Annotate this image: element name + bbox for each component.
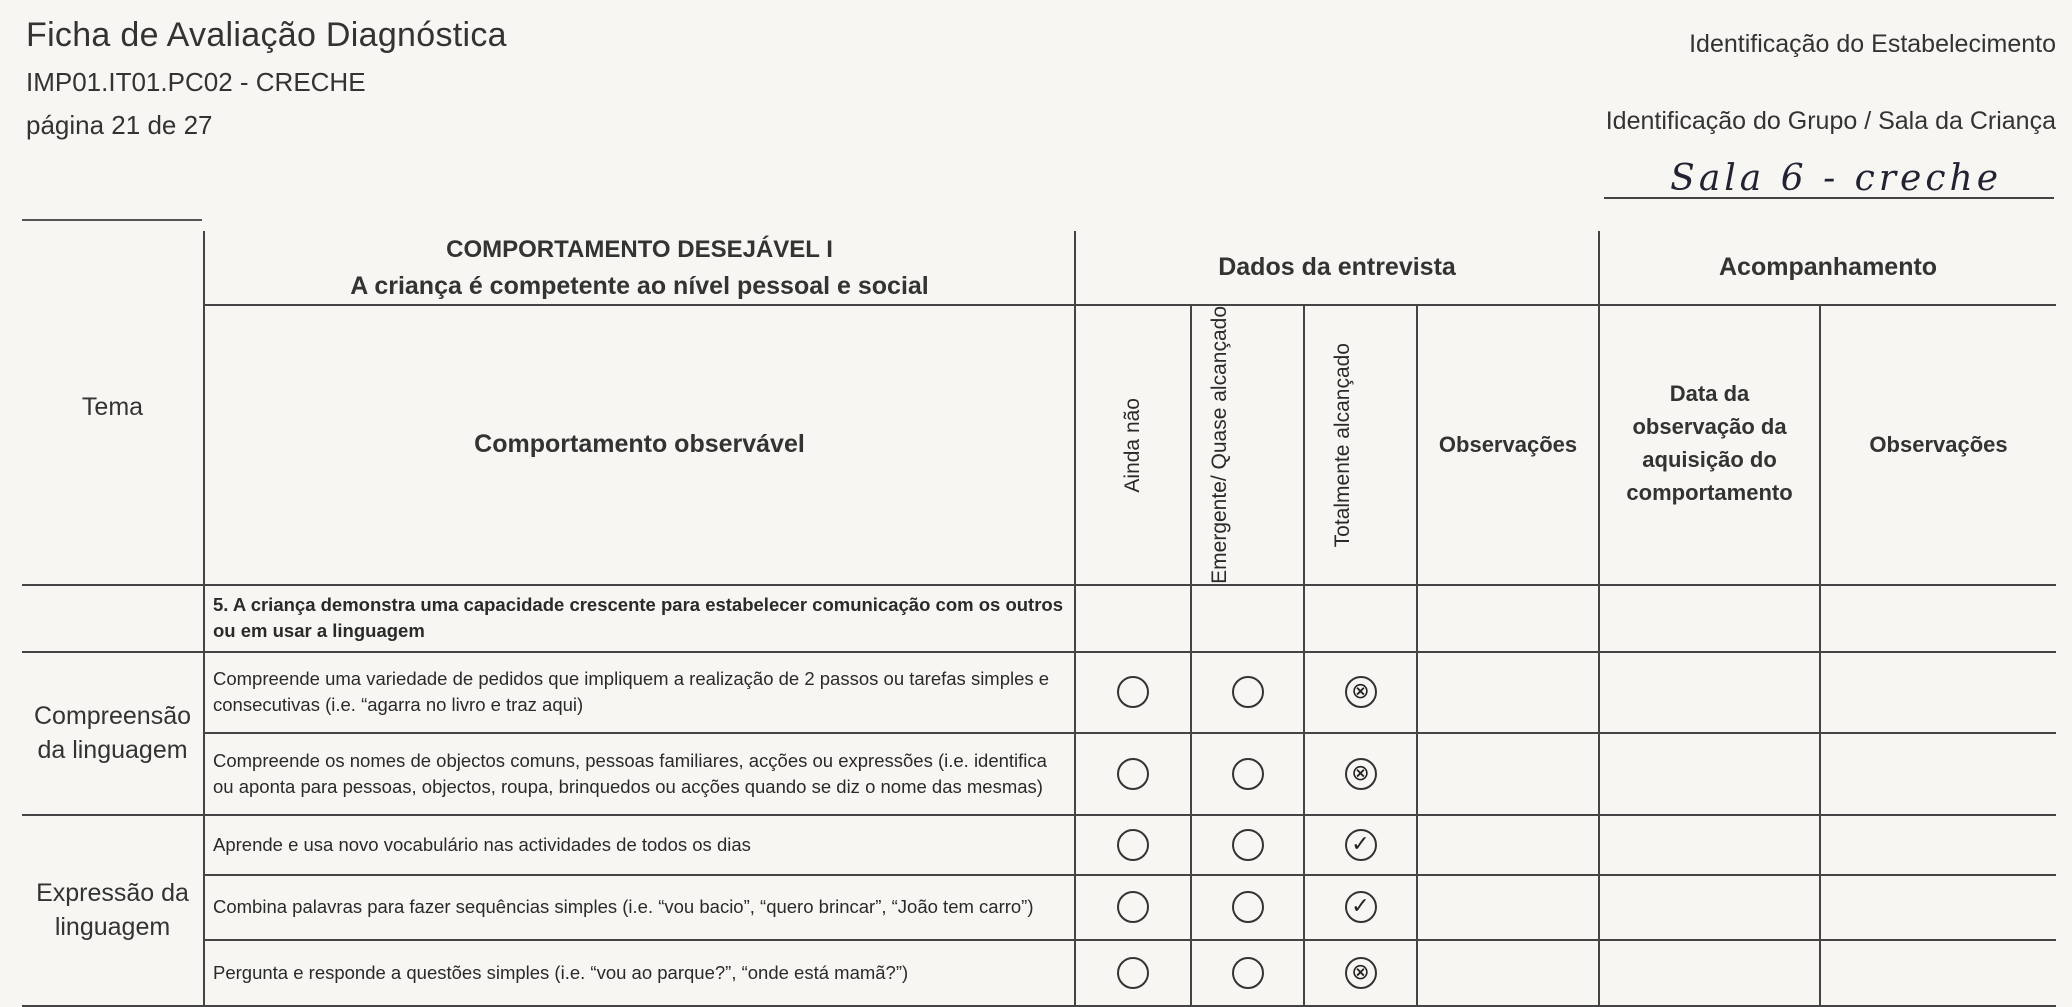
observacoes-cell[interactable] [1417,815,1599,875]
radio-ainda-nao[interactable] [1117,676,1149,708]
radio-totalmente[interactable] [1345,758,1377,790]
observable-behaviour-header: Comportamento observável [474,430,805,459]
tema-header: Tema [81,393,144,422]
data-cell[interactable] [1599,875,1820,940]
item-text: Pergunta e responde a questões simples (i.e. “vou ao parque?”, “onde está mamã?”) [213,961,909,983]
radio-emergente[interactable] [1232,957,1264,989]
observacoes-acomp-cell[interactable] [1820,875,2056,940]
establishment-label: Identificação do Estabelecimento [1689,30,2056,58]
col-emergente: Emergente/ Quase alcançado [1207,306,1231,584]
data-cell[interactable] [1599,652,1820,733]
tema-expressao: Expressão da linguagem [36,879,189,942]
radio-emergente[interactable] [1232,758,1264,790]
document-title: Ficha de Avaliação Diagnóstica [26,16,507,54]
radio-totalmente[interactable] [1345,829,1377,861]
document-code: IMP01.IT01.PC02 - CRECHE [26,67,366,97]
radio-totalmente[interactable] [1345,957,1377,989]
observacoes-cell[interactable] [1417,733,1599,815]
page-number: página 21 de 27 [26,110,213,140]
radio-totalmente[interactable] [1345,676,1377,708]
col-observacoes: Observações [1438,431,1578,457]
identification-block [1606,30,2056,136]
item-text: Compreende uma variedade de pedidos que impliquem a realização de 2 passos ou tarefas simples e consecutivas (i.e. “agarra no livro e traz aqui) [213,668,1050,716]
radio-ainda-nao[interactable] [1117,829,1149,861]
group-label: Identificação do Grupo / Sala da Criança [1605,107,2056,135]
goal-text: 5. A criança demonstra uma capacidade crescente para estabelecer comunicação com os outros ou em usar a linguagem [213,594,1063,642]
desired-behaviour-subtitle: A criança é competente ao nível pessoal e social [350,271,929,300]
observacoes-acomp-cell[interactable] [1820,815,2056,875]
radio-ainda-nao[interactable] [1117,891,1149,923]
item-text: Combina palavras para fazer sequências simples (i.e. “vou bacio”, “quero brincar”, “João tem carro”) [213,896,1034,918]
group-value[interactable]: Sala 6 - creche [1670,158,2002,199]
radio-totalmente[interactable] [1345,891,1377,923]
radio-emergente[interactable] [1232,829,1264,861]
check-mark-icon: ⊗ [1351,760,1370,786]
observacoes-cell[interactable] [1417,875,1599,940]
col-totalmente: Totalmente alcançado [1330,342,1354,548]
check-mark-icon: ✓ [1351,831,1370,857]
divider [22,219,202,221]
check-mark-icon: ⊗ [1351,959,1370,985]
radio-emergente[interactable] [1232,676,1264,708]
radio-ainda-nao[interactable] [1117,957,1149,989]
data-cell[interactable] [1599,940,1820,1006]
observacoes-cell[interactable] [1417,652,1599,733]
col-ainda-nao: Ainda não [1121,397,1144,493]
radio-emergente[interactable] [1232,891,1264,923]
followup-header: Acompanhamento [1718,253,1938,281]
observacoes-acomp-cell[interactable] [1820,652,2056,733]
col-observacoes-acompanhamento: Observações [1869,431,2008,457]
document-header [26,16,507,141]
group-value-underline [1604,197,2054,199]
data-cell[interactable] [1599,815,1820,875]
radio-ainda-nao[interactable] [1117,758,1149,790]
check-mark-icon: ✓ [1351,894,1370,920]
observacoes-cell[interactable] [1417,940,1599,1006]
col-data-observacao: Data da observação da aquisição do comportamento [1626,380,1793,505]
tema-compreensao: Compreensão da linguagem [33,702,192,765]
observacoes-acomp-cell[interactable] [1820,940,2056,1006]
interview-data-header: Dados da entrevista [1218,253,1456,281]
data-cell[interactable] [1599,733,1820,815]
item-text: Compreende os nomes de objectos comuns, pessoas familiares, acções ou expressões (i.e. identifica ou aponta para pessoas, objectos, roupa, brinquedos ou acções quando se diz o nome das mesmas) [213,749,1047,797]
assessment-table [22,231,2056,1007]
observacoes-acomp-cell[interactable] [1820,733,2056,815]
check-mark-icon: ⊗ [1351,679,1370,705]
item-text: Aprende e usa novo vocabulário nas actividades de todos os dias [213,833,751,855]
desired-behaviour-title: COMPORTAMENTO DESEJÁVEL I [446,235,833,263]
